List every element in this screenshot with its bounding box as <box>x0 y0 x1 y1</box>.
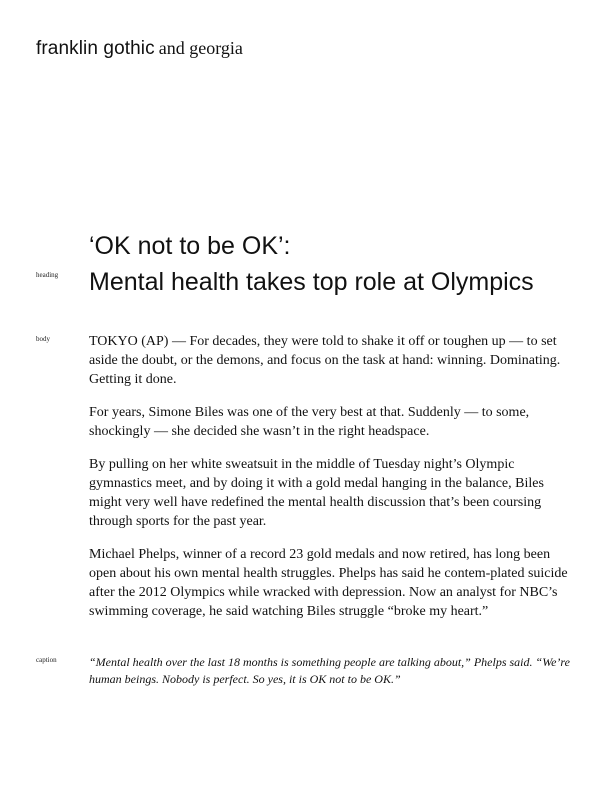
document-title <box>36 36 243 62</box>
headline <box>89 228 589 300</box>
pull-quote-caption: “Mental health over the last 18 months is something people are talking about,” Phelps said. “We’re human beings. Nobody is perfect. So yes, it is OK not to be OK.” <box>89 655 570 686</box>
heading-label: heading <box>36 271 59 279</box>
article-body <box>89 332 579 635</box>
body-paragraph: Michael Phelps, winner of a record 23 gold medals and now retired, has long been open about his own mental health struggles. Phelps has said he contem-plated suicide after the 2012 Olympics while wracked with depression. Now an analyst for NBC’s swimming coverage, he said watching Biles struggle “broke my heart.” <box>89 547 568 619</box>
title-serif-part: and georgia <box>158 38 243 58</box>
body-label: body <box>36 335 50 343</box>
title-sans-part: franklin gothic <box>36 38 155 59</box>
headline-line-2: Mental health takes top role at Olympics <box>89 268 534 296</box>
caption-label: caption <box>36 656 57 664</box>
body-paragraph: TOKYO (AP) — For decades, they were told to shake it off or toughen up — to set aside the doubt, or the demons, and focus on the task at hand: winning. Dominating. Getting it done. <box>89 334 561 387</box>
headline-line-1: ‘OK not to be OK’: <box>89 232 291 260</box>
body-paragraph: By pulling on her white sweatsuit in the middle of Tuesday night’s Olympic gymnastics meet, and by doing it with a gold medal hanging in the balance, Biles might very well have redefined the mental health discussion that’s been coursing through sports for the past year. <box>89 457 544 529</box>
body-paragraph: For years, Simone Biles was one of the very best at that. Suddenly — to some, shockingly — she decided she wasn’t in the right headspace. <box>89 405 530 439</box>
